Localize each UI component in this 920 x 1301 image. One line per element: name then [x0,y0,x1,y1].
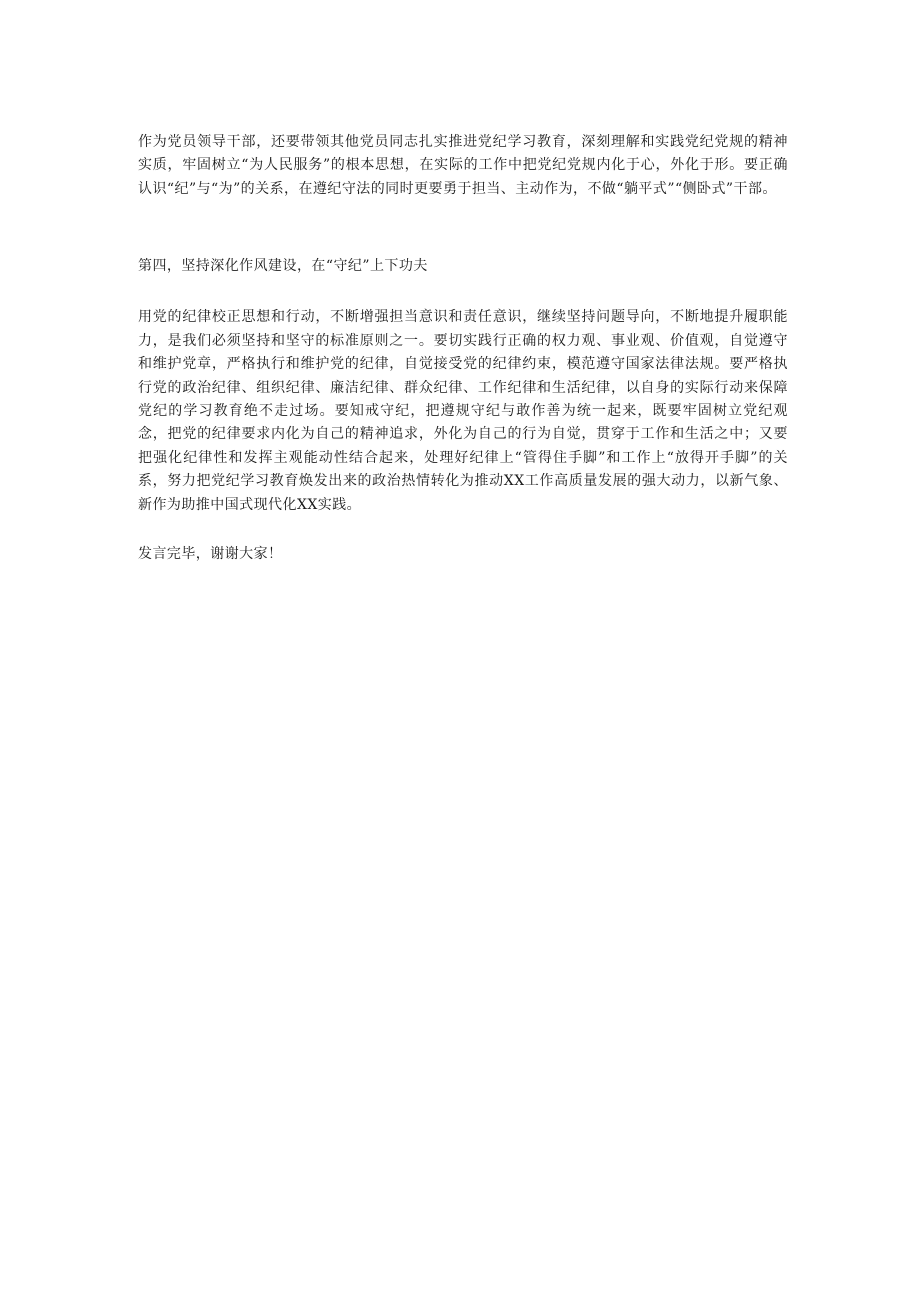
document-page [138,131,788,567]
paragraph-spacer [138,517,788,543]
section-heading: 第四，坚持深化作风建设，在“守纪”上下功夫 [138,258,428,274]
closing-line: 发言完毕，谢谢大家！ [138,546,283,563]
body-paragraph-1: 作为党员领导干部，还要带领其他党员同志扎实推进党纪学习教育，深刻理解和实践党纪党规的精神实质，牢固树立“为人民服务”的根本思想，在实际的工作中把党纪党规内化于心，外化于形。要正确认识“纪”与“为”的关系，在遵纪守法的同时更要勇于担当、主动作为，不做“躺平式”“侧卧式”干部。 [138,134,788,197]
paragraph-spacer [138,225,788,255]
paragraph-spacer [138,278,788,306]
body-paragraph-2: 用党的纪律校正思想和行动，不断增强担当意识和责任意识，继续坚持问题导向，不断地提升履职能力，是我们必须坚持和坚守的标准原则之一。要切实践行正确的权力观、事业观、价值观，自觉遵守和维护党章，严格执行和维护党的纪律，自觉接受党的纪律约束，模范遵守国家法律法规。要严格执行党的政治纪律、组织纪律、廉洁纪律、群众纪律、工作纪律和生活纪律，以自身的实际行动来保障党纪的学习教育绝不走过场。要知戒守纪，把遵规守纪与敢作善为统一起来，既要牢固树立党纪观念，把党的纪律要求内化为自己的精神追求，外化为自己的行为自觉，贯穿于工作和生活之中；又要把强化纪律性和发挥主观能动性结合起来，处理好纪律上“管得住手脚”和工作上“放得开手脚”的关系，努力把党纪学习教育焕发出来的政治热情转化为推动XX工作高质量发展的强大动力，以新气象、新作为助推中国式现代化XX实践。 [138,309,788,513]
